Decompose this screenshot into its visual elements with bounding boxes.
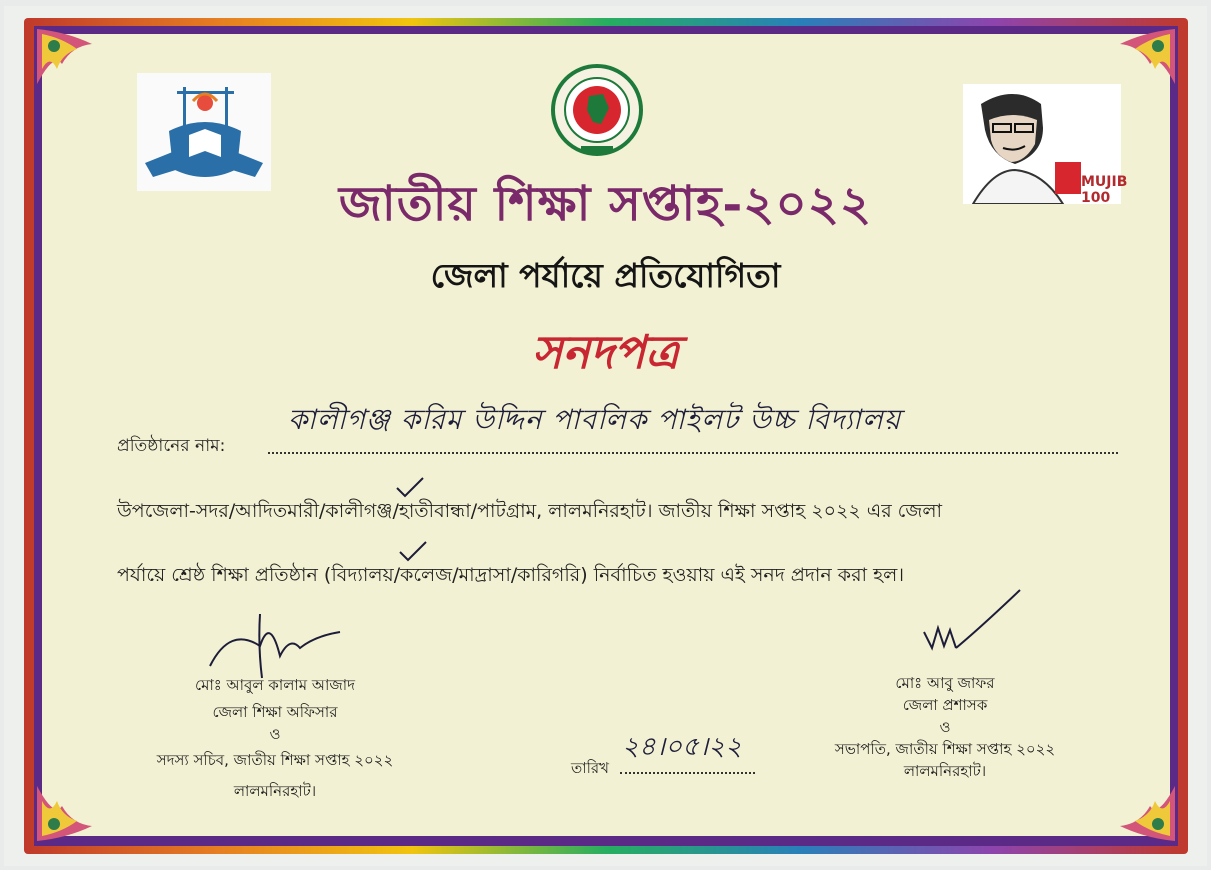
signatory-left-conjunction: ও [269, 725, 281, 743]
signatory-left [120, 670, 430, 807]
corner-ornament-icon [1110, 776, 1180, 846]
signatory-left-location: লালমনিরহাট। [233, 782, 317, 800]
date-label: তারিখ [571, 759, 609, 777]
certificate-subtitle: জেলা পর্যায়ে প্রতিযোগিতা [430, 256, 781, 295]
signatory-right [800, 672, 1090, 782]
signatory-right-name: মোঃ আবু জাফর [895, 674, 995, 692]
signature-right-icon [920, 588, 1030, 668]
date-dotted-line [620, 772, 755, 774]
signatory-left-role: সদস্য সচিব, জাতীয় শিক্ষা সপ্তাহ ২০২২ [156, 751, 394, 769]
signatory-right-designation: জেলা প্রশাসক [902, 696, 988, 714]
certificate-title: জাতীয় শিক্ষা সপ্তাহ-২০২২ [338, 176, 873, 232]
institution-label: প্রতিষ্ঠানের নাম: [117, 436, 226, 456]
government-seal-icon [551, 64, 643, 156]
signatory-left-designation: জেলা শিক্ষা অফিসার [212, 703, 338, 721]
institution-dotted-line [268, 452, 1118, 454]
signatory-right-location: লালমনিরহাট। [903, 762, 987, 780]
checkmark-icon [398, 540, 428, 562]
institution-name-handwritten: কালীগঞ্জ করিম উদ্দিন পাবলিক পাইলট উচ্চ বিদ্যালয় [288, 403, 902, 436]
mujib-100-label: MUJIB 100 [1081, 174, 1128, 206]
corner-ornament-icon [32, 24, 102, 94]
signatory-right-role: সভাপতি, জাতীয় শিক্ষা সপ্তাহ ২০২২ [834, 740, 1056, 758]
certificate-body-line-1: উপজেলা-সদর/আদিতমারী/কালীগঞ্জ/হাতীবান্ধা/পাটগ্রাম, লালমনিরহাট। জাতীয় শিক্ষা সপ্তাহ ২০২২ এর জেলা [117, 500, 943, 522]
certificate-body-line-2: পর্যায়ে শ্রেষ্ঠ শিক্ষা প্রতিষ্ঠান (বিদ্যালয়/কলেজ/মাদ্রাসা/কারিগরি) নির্বাচিত হওয়ায় এই সনদ প্রদান করা হল। [117, 564, 905, 586]
date-handwritten: ২৪।০৫।২২ [622, 732, 742, 762]
corner-ornament-icon [32, 776, 102, 846]
signatory-right-conjunction: ও [939, 718, 951, 736]
certificate-heading: সনদপত্র [531, 325, 680, 379]
checkmark-icon [395, 476, 425, 498]
signatory-left-name: মোঃ আবুল কালাম আজাদ [195, 676, 355, 694]
